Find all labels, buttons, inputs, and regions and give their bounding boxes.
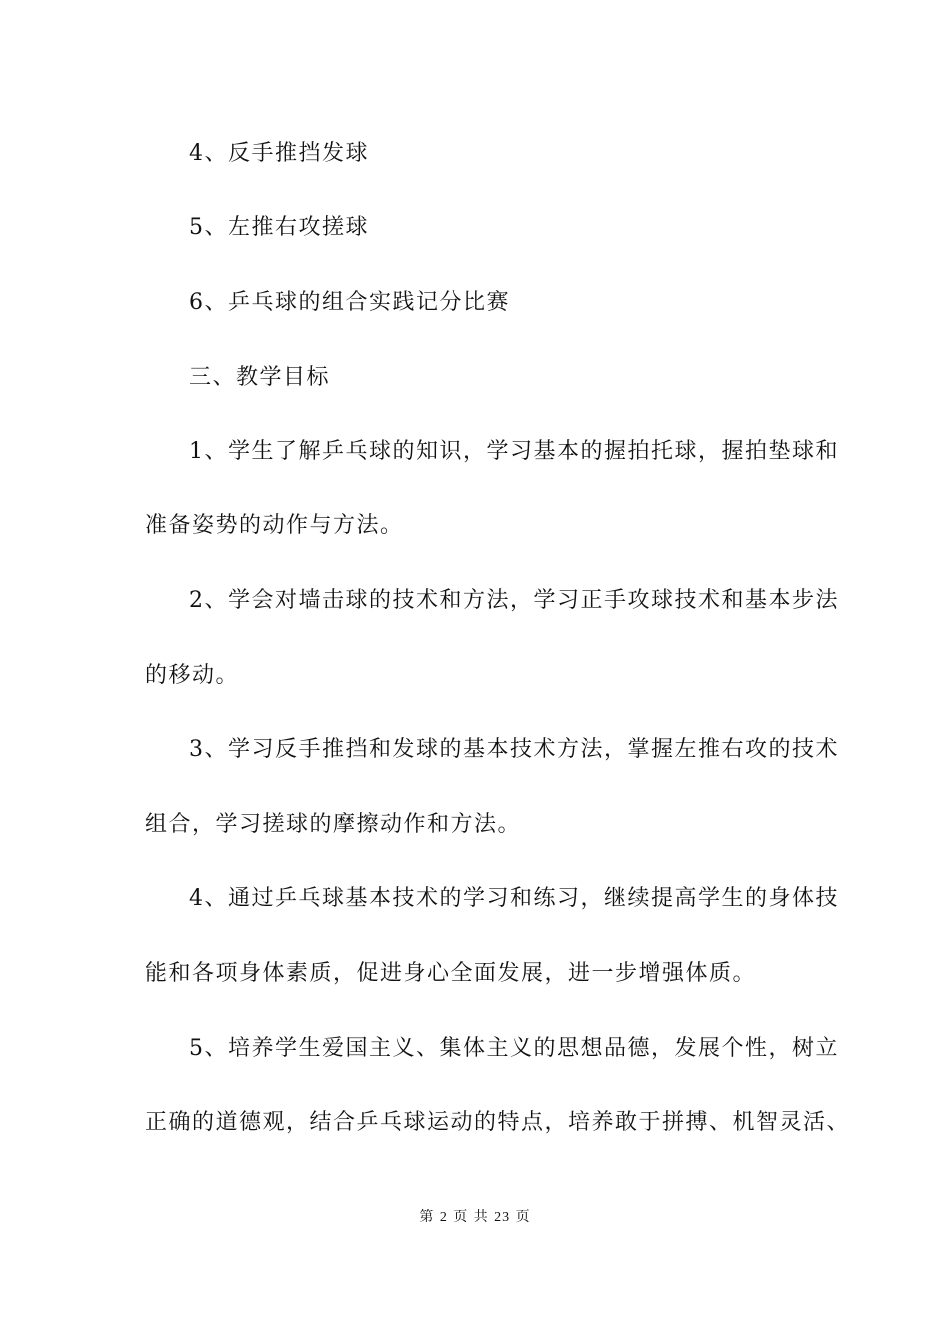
list-item-serve: 4、反手推挡发球 (189, 141, 369, 166)
paragraph-4-line-1: 4、通过乒乓球基本技术的学习和练习，继续提高学生的身体技 (189, 886, 839, 911)
paragraph-1-line-2: 准备姿势的动作与方法。 (145, 513, 404, 538)
paragraph-3-line-2: 组合，学习搓球的摩擦动作和方法。 (145, 812, 522, 837)
paragraph-2-line-2: 的移动。 (145, 663, 240, 688)
footer-page-number: 2 (439, 1210, 448, 1225)
paragraph-2-line-1: 2、学会对墙击球的技术和方法，学习正手攻球技术和基本步法 (189, 588, 839, 613)
paragraph-4-line-2: 能和各项身体素质，促进身心全面发展，进一步增强体质。 (145, 961, 757, 986)
footer-prefix: 第 (419, 1209, 435, 1225)
paragraph-3-line-1: 3、学习反手推挡和发球的基本技术方法，掌握左推右攻的技术 (189, 737, 839, 762)
footer-middle: 页 共 (453, 1209, 489, 1225)
paragraph-1-line-1: 1、学生了解乒乓球的知识，学习基本的握拍托球，握拍垫球和 (189, 439, 839, 464)
list-item-push-attack: 5、左推右攻搓球 (189, 215, 369, 240)
paragraph-5-line-1: 5、培养学生爱国主义、集体主义的思想品德，发展个性，树立 (189, 1036, 839, 1061)
paragraph-5-line-2: 正确的道德观，结合乒乓球运动的特点，培养敢于拼搏、机智灵活、 (145, 1110, 851, 1135)
section-heading: 三、教学目标 (189, 365, 331, 390)
page-footer (0, 1207, 950, 1228)
list-item-match: 6、乒乓球的组合实践记分比赛 (189, 290, 510, 315)
footer-total-pages: 23 (494, 1210, 511, 1225)
footer-suffix: 页 (515, 1209, 531, 1225)
